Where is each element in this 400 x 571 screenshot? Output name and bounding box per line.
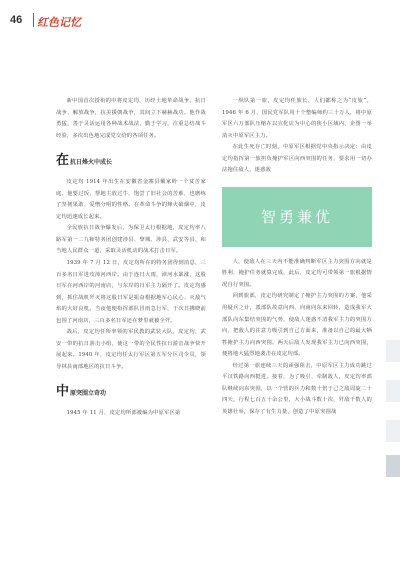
section-heading-1 — [56, 154, 206, 167]
section-heading-2-text: 原突围立奇功 — [70, 390, 107, 398]
body-paragraph: 经过第一旅连续三天的顽强阻击，中原军区主力成功跳过平汉铁路向西挺进。接着，为了吸引、牵制敌人，皮定均率部队继续向东突围，以一个营的兵力和数十倍于己之敌周旋二十四天，行程七百五十余公里，大小战斗数十次，歼敌千数人的英雄壮举，保存了有生力量，创造了中原突围战 — [222, 362, 372, 415]
pull-quote-banner — [222, 187, 372, 247]
pull-quote-text: 智勇兼优 — [260, 208, 333, 227]
body-paragraph: 战后，皮定均任所率领的军民教的武装大队，皮定均，武安一带的抗日游击小组，使这一带的全民性抗日游击战争快开展起来。1940 年，皮定均任太行军区第五军分区司令员，领导林县南部地区的抗日斗争。 — [56, 329, 206, 370]
body-paragraph: 人，使敌人在三天内不能准确判断军区主力突围方向就是胜利，掩护任务就算完成，此后，皮定均可带领第一旅根据情况自行突围。 — [222, 258, 372, 288]
page-header — [0, 0, 400, 40]
column-title: 红色记忆 — [37, 17, 81, 29]
body-paragraph: 一纵队第一旅，皮定均任旅长，人们都称之为“皮旅”。1946 年 6 月，国民党军队用十个整编师约三十万人，将中原军区六万部队压缩在以宣化店为中心的狭小区域内，企图一举消灭中原军区主力。 — [222, 98, 372, 139]
body-paragraph: 1945 年 11 月，皮定均所部被编为中原军区第 — [66, 410, 181, 417]
body-paragraph: 皮定均 1914 年出生在安徽省金寨县戴家岭一个贫苦家庭。他要过饭，帮地主放过牛，饱尝了旧社会的苦难，也磨练了坚韧果敢、爱憎分明的性格。在革命斗争的烽火硝烟中，皮定均迅速成长起来。 — [56, 179, 206, 220]
edge-tab-active — [386, 455, 400, 477]
body-paragraph: 全民族抗日战争爆发后，为保卫太行根据地，皮定均率八路军第一二九师特务团创建涉县、黎城、涉县、武安等县，和当地人民群众一道，采取灵活机动的战术打击日军。 — [56, 225, 206, 255]
right-column — [222, 96, 372, 418]
intro-paragraph: 新中国首次授衔的中将皮定均，历经土地革命战争、抗日战争、解放战争，抗美援朝战争，其间立下赫赫战功。他作战勇猛，善于灵活运用各种战术战法，勤于学习，注重总结战斗经验，多次出色地完成党交给的各项任务。 — [56, 98, 206, 139]
edge-tab — [386, 380, 400, 402]
body-paragraph: 1939 年 7 月 12 日，皮定均所在的特务团得到消息，三百多名日军进攻漳河西岸。由于连日大雨，漳河水暴涨，这股日军在河西岸的河南店，与东岸的日军主力隔开了。皮定均感到，抓住战机歼灭将这股日军是振奋根据地军心民心、灭敌气焰的大好良机。当夜他便指挥部队冒雨急行军，于次日拂晓前包围了河南店，三百多名日军还在梦里就被全歼。 — [56, 260, 206, 324]
edge-tab — [386, 340, 400, 362]
section-heading-1-initial: 在 — [56, 153, 70, 169]
page-number: 46 — [10, 14, 23, 26]
header-divider — [33, 13, 34, 27]
section-heading-2 — [56, 385, 206, 398]
section-heading-2-initial: 中 — [56, 384, 70, 400]
body-paragraph: 在此生死存亡时刻，中原军区根据党中央指示决定：由皮定均指挥第一旅担负掩护军区向西突围的任务，要求用一切办法拖住敌人，迷惑敌 — [222, 144, 372, 174]
edge-tab — [386, 420, 400, 442]
section-heading-1-text: 抗日烽火中成长 — [70, 159, 113, 167]
left-column — [56, 96, 206, 420]
body-paragraph: 回到旅部，皮定均研究制定了掩护主力突围的方案，他采用疑兵之计，派部队故意向西、向南向东来回转，造成我军大部队向东集结突围的气势，使敌人迷惑不清我军主力的突围方向，把敌人的注意力吸引到自己方面来，准备以自己的最大牺牲掩护主力向西突围。两天后敌人发现我军主力已向西突围，便将地大猛烈地袭击在皮定均部。 — [222, 293, 372, 358]
